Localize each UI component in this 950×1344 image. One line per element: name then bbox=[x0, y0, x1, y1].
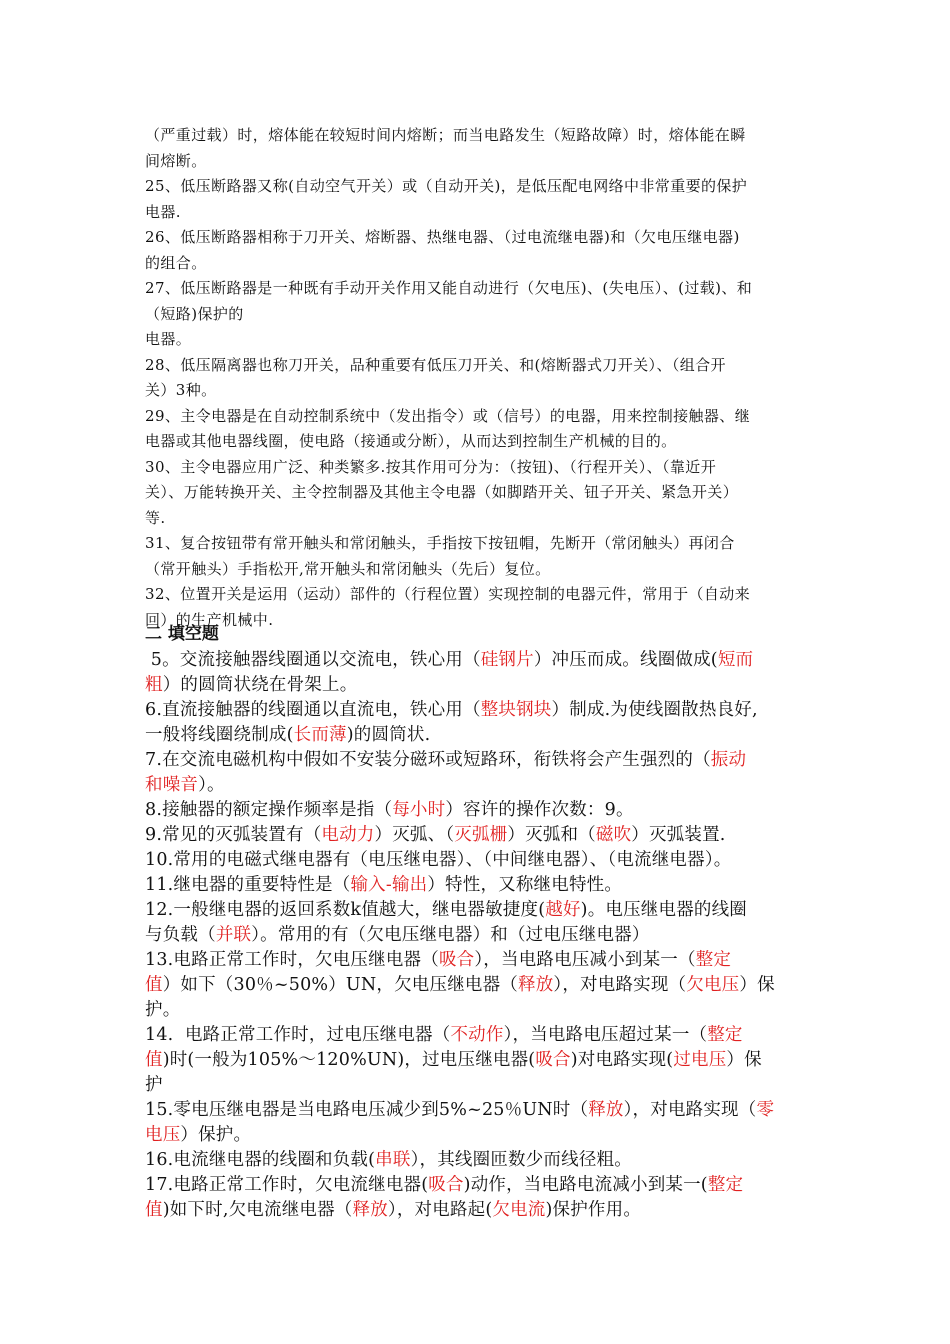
answer-text: 值 bbox=[145, 975, 163, 995]
question-text: ）保 bbox=[739, 975, 775, 995]
question-text: ）。 bbox=[198, 775, 225, 795]
text-line bbox=[145, 1148, 812, 1173]
text-line bbox=[145, 1123, 812, 1148]
answer-text: 灭弧栅 bbox=[454, 825, 508, 845]
text-line: 29、主令电器是在自动控制系统中（发出指令）或（信号）的电器，用来控制接触器、继 bbox=[145, 406, 751, 425]
answer-text: 过电压 bbox=[673, 1050, 727, 1070]
question-text: ）。常用的有（欠电压继电器）和（过电压继电器） bbox=[251, 925, 650, 945]
answer-text: 零 bbox=[756, 1100, 775, 1120]
paragraph-q26 bbox=[145, 225, 812, 276]
question-text: ），当电路电压超过某一（ bbox=[503, 1025, 708, 1045]
paragraph-q24 bbox=[145, 123, 812, 174]
question-text: ），对电路实现（ bbox=[553, 975, 687, 995]
text-line: 27、低压断路器是一种既有手动开关作用又能自动进行（欠电压)、(失电压）、(过载)、和 bbox=[145, 279, 753, 297]
paragraph-q27 bbox=[145, 276, 812, 353]
question-text: 6.直流接触器的线圈通以直流电，铁心用（ bbox=[145, 700, 481, 720]
text-line: 关）3种。 bbox=[145, 381, 217, 399]
question-text: 11.继电器的重要特性是（ bbox=[145, 875, 351, 895]
answer-text: 短而 bbox=[717, 650, 754, 670]
question-f12 bbox=[145, 898, 812, 948]
question-text: ）灭弧装置. bbox=[631, 825, 726, 845]
answer-text: 粗 bbox=[145, 675, 163, 695]
text-line bbox=[145, 1023, 812, 1048]
text-line bbox=[145, 948, 812, 973]
text-line bbox=[145, 873, 812, 898]
text-line: 25、低压断路器又称(自动空气开关）或（自动开关)，是低压配电网络中非常重要的保护 bbox=[145, 177, 748, 195]
answer-text: 不动作 bbox=[450, 1025, 504, 1045]
question-text: )保护作用。 bbox=[545, 1200, 642, 1220]
text-line bbox=[145, 1048, 812, 1073]
paragraph-q25 bbox=[145, 174, 812, 225]
text-line bbox=[145, 748, 812, 773]
question-f14 bbox=[145, 1023, 812, 1098]
text-line: （严重过载）时，熔体能在较短时间内熔断；而当电路发生（短路故障）时，熔体能在瞬 bbox=[145, 126, 746, 144]
text-line bbox=[145, 1073, 812, 1098]
paragraph-q29 bbox=[145, 404, 812, 455]
answer-text: 并联 bbox=[215, 925, 252, 945]
question-text: )对电路实现( bbox=[570, 1050, 674, 1070]
question-text: 15.零电压继电器是当电路电压减少到5%~25％UN时（ bbox=[145, 1100, 589, 1120]
text-line: 电器。 bbox=[145, 330, 192, 348]
paragraph-q30 bbox=[145, 455, 812, 532]
text-line: 30、主令电器应用广泛、种类繁多.按其作用可分为：（按钮)、（行程开关）、（靠近开 bbox=[145, 457, 717, 476]
answer-text: 整定 bbox=[707, 1175, 744, 1195]
question-text: 10.常用的电磁式继电器有（电压继电器）、（中间继电器）、（电流继电器）。 bbox=[145, 850, 732, 870]
paragraph-q31 bbox=[145, 531, 812, 582]
question-f6 bbox=[145, 698, 812, 748]
answer-text: 吸合 bbox=[428, 1175, 464, 1195]
answer-text: 值 bbox=[145, 1050, 163, 1070]
question-text: 8.接触器的额定操作频率是指（ bbox=[145, 800, 393, 820]
text-line: 回）的生产机械中. bbox=[145, 610, 274, 629]
text-line bbox=[145, 673, 812, 698]
answer-text: 值 bbox=[145, 1200, 163, 1220]
section-heading: 二 填空题 bbox=[145, 624, 219, 644]
question-text: ）的圆筒状绕在骨架上。 bbox=[162, 675, 358, 695]
text-line bbox=[145, 798, 812, 823]
text-line: 28、低压隔离器也称刀开关，品种重要有低压刀开关、和(熔断器式刀开关）、（组合开 bbox=[145, 355, 726, 374]
text-line: （短路)保护的 bbox=[145, 304, 244, 323]
question-f16 bbox=[145, 1148, 812, 1173]
answer-text: 整定 bbox=[707, 1025, 743, 1045]
question-text: 17.电路正常工作时，欠电流继电器( bbox=[145, 1175, 429, 1195]
question-text: ）保 bbox=[726, 1050, 762, 1070]
answer-text: 振动 bbox=[710, 750, 747, 770]
answer-text: 磁吹 bbox=[595, 825, 632, 845]
answer-text: 电压 bbox=[145, 1125, 181, 1145]
text-line: 关）、万能转换开关、主令控制器及其他主令电器（如脚踏开关、钮子开关、紧急开关） bbox=[145, 483, 739, 501]
question-text: ）如下（30％~50%）UN，欠电压继电器（ bbox=[162, 975, 518, 995]
answer-text: 越好 bbox=[545, 900, 581, 920]
text-line: 32、位置开关是运用（运动）部件的（行程位置）实现控制的电器元件，常用于（自动来 bbox=[145, 585, 751, 603]
answer-text: 输入-输出 bbox=[350, 875, 428, 895]
text-line bbox=[145, 1098, 812, 1123]
text-line: 间熔断。 bbox=[145, 151, 207, 170]
question-text: ）灭弧和（ bbox=[507, 825, 596, 845]
question-text: ），其线圈匝数少而线径粗。 bbox=[410, 1150, 632, 1170]
answer-text: 电动力 bbox=[321, 825, 375, 845]
question-text: ）容许的操作次数：9。 bbox=[445, 800, 634, 820]
question-text: ），对电路起( bbox=[387, 1200, 493, 1220]
question-text: 护 bbox=[145, 1075, 163, 1095]
question-f11 bbox=[145, 873, 812, 898]
answer-text: 和噪音 bbox=[145, 775, 199, 795]
text-line: 的组合。 bbox=[145, 253, 207, 272]
text-line bbox=[145, 973, 812, 998]
answer-text: 欠电压 bbox=[686, 975, 740, 995]
question-text: ），当电路电压减小到某一（ bbox=[474, 950, 696, 970]
answer-text: 每小时 bbox=[392, 800, 446, 820]
question-f13 bbox=[145, 948, 812, 1023]
question-f8 bbox=[145, 798, 812, 823]
question-text: 一般将线圈绕制成( bbox=[145, 725, 294, 745]
text-line: 电器. bbox=[145, 202, 181, 221]
question-text: 5。交流接触器线圈通以交流电，铁心用（ bbox=[145, 650, 481, 670]
question-text: ）保护。 bbox=[180, 1125, 252, 1145]
answer-text: 整定 bbox=[695, 950, 732, 970]
answer-text: 释放 bbox=[518, 975, 554, 995]
question-text: ）灭弧、（ bbox=[374, 825, 455, 845]
text-line bbox=[145, 698, 812, 723]
text-line bbox=[145, 923, 812, 948]
question-f10 bbox=[145, 848, 812, 873]
text-line: 26、低压断路器相称于刀开关、熔断器、热继电器、（过电流继电器)和（欠电压继电器) bbox=[145, 228, 740, 246]
question-text: ），对电路实现（ bbox=[623, 1100, 757, 1120]
text-line bbox=[145, 1173, 812, 1198]
answer-text: 长而薄 bbox=[293, 725, 347, 745]
answer-text: 吸合 bbox=[535, 1050, 571, 1070]
question-text: 7.在交流电磁机构中假如不安装分磁环或短路环，衔铁将会产生强烈的（ bbox=[145, 750, 711, 770]
question-text: 与负载（ bbox=[145, 925, 216, 945]
text-line bbox=[145, 823, 812, 848]
question-text: )的圆筒状. bbox=[346, 725, 431, 745]
question-text: )如下时,欠电流继电器（ bbox=[162, 1200, 353, 1220]
question-f9 bbox=[145, 823, 812, 848]
question-text: 14. 电路正常工作时，过电压继电器（ bbox=[145, 1025, 451, 1045]
question-text: 护。 bbox=[145, 1000, 181, 1020]
question-f7 bbox=[145, 748, 812, 798]
question-text: 13.电路正常工作时，欠电压继电器（ bbox=[145, 950, 439, 970]
question-f5 bbox=[145, 648, 812, 698]
text-line bbox=[145, 648, 812, 673]
question-text: ）特性，又称继电特性。 bbox=[427, 875, 623, 895]
answer-text: 串联 bbox=[375, 1150, 411, 1170]
answer-text: 硅钢片 bbox=[480, 650, 534, 670]
text-line bbox=[145, 723, 812, 748]
answer-text: 吸合 bbox=[438, 950, 475, 970]
question-text: )动作，当电路电流减小到某一( bbox=[463, 1175, 708, 1195]
paragraph-q28 bbox=[145, 353, 812, 404]
text-line: 等. bbox=[145, 508, 166, 527]
question-text: 9.常见的灭弧装置有（ bbox=[145, 825, 322, 845]
text-line bbox=[145, 1198, 812, 1223]
question-text: 16.电流继电器的线圈和负载( bbox=[145, 1150, 376, 1170]
fill-in-blanks-part-2 bbox=[145, 648, 812, 1223]
text-line bbox=[145, 773, 812, 798]
text-line: 31、复合按钮带有常开触头和常闭触头，手指按下按钮帽，先断开（常闭触头）再闭合 bbox=[145, 534, 735, 552]
text-line bbox=[145, 848, 812, 873]
text-line: （常开触头）手指松开,常开触头和常闭触头（先后）复位。 bbox=[145, 559, 551, 578]
question-f17 bbox=[145, 1173, 812, 1223]
question-f15 bbox=[145, 1098, 812, 1148]
question-text: ）冲压而成。线圈做成( bbox=[533, 650, 718, 670]
text-line bbox=[145, 998, 812, 1023]
answer-text: 整块钢块 bbox=[480, 700, 552, 720]
question-text: ）制成.为使线圈散热良好, bbox=[551, 700, 758, 720]
text-line: 电器或其他电器线圈，使电路（接通或分断），从而达到控制生产机械的目的。 bbox=[145, 432, 677, 450]
question-text: )。电压继电器的线圈 bbox=[580, 900, 747, 920]
answer-text: 释放 bbox=[352, 1200, 388, 1220]
question-text: 12.一般继电器的返回系数k值越大，继电器敏捷度( bbox=[145, 900, 546, 920]
text-line bbox=[145, 898, 812, 923]
answer-text: 欠电流 bbox=[492, 1200, 546, 1220]
questions-part-1 bbox=[145, 123, 812, 633]
question-text: )时(一般为105%～120%UN)，过电压继电器( bbox=[162, 1050, 536, 1070]
answer-text: 释放 bbox=[588, 1100, 624, 1120]
